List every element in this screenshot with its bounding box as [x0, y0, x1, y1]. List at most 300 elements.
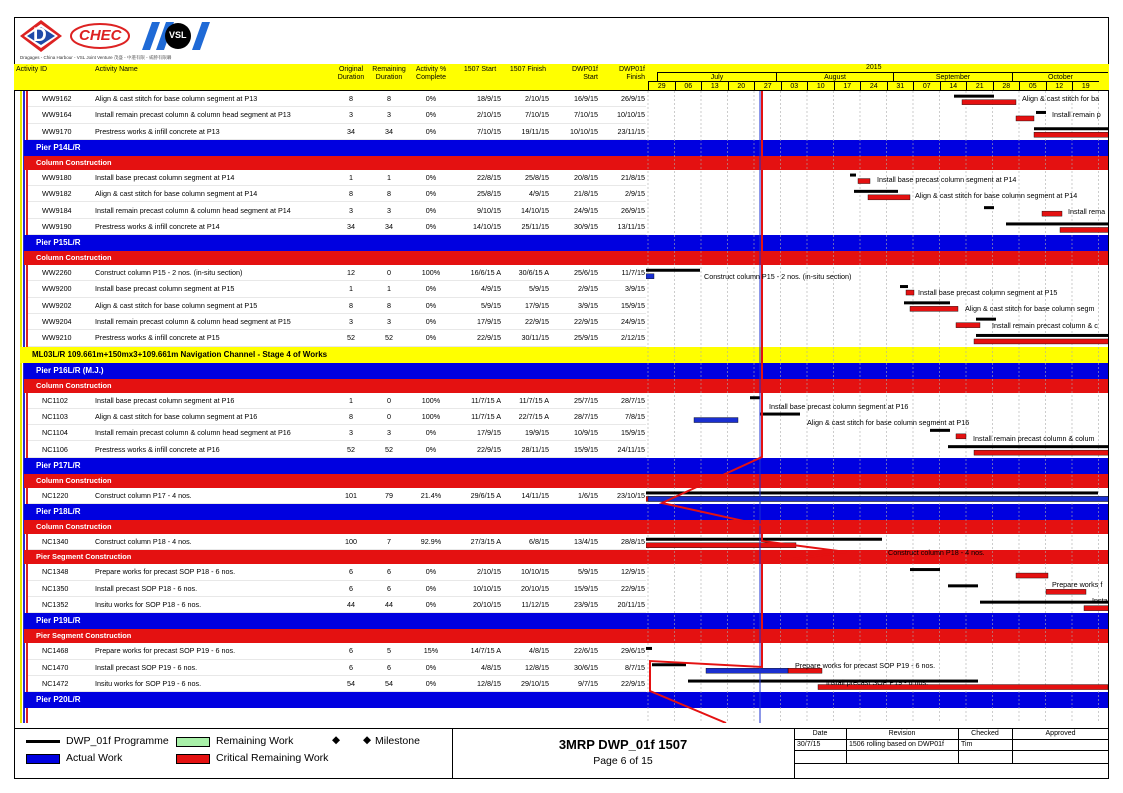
programme-bar[interactable]	[948, 445, 1108, 448]
finish-1507: 19/9/15	[525, 428, 549, 438]
dwp-start: 10/9/15	[574, 428, 598, 438]
original-duration: 3	[349, 110, 353, 120]
dwp-finish: 8/7/15	[625, 662, 645, 672]
dwp-start: 30/6/15	[574, 662, 598, 672]
dwp-finish: 29/6/15	[621, 646, 645, 656]
dwp-finish: 13/11/15	[617, 221, 645, 231]
programme-bar[interactable]	[760, 413, 800, 416]
critical-bar[interactable]	[1084, 606, 1108, 611]
programme-bar[interactable]	[750, 396, 760, 399]
milestone-icon: ◆	[332, 734, 341, 746]
finish-1507: 25/8/15	[525, 172, 549, 182]
critical-bar[interactable]	[962, 100, 1016, 105]
activity-name: Install precast SOP P18 - 6 nos.	[95, 583, 198, 593]
start-1507: 10/10/15	[473, 583, 501, 593]
percent-complete: 0%	[425, 678, 437, 688]
section-band: Column Construction	[24, 251, 646, 265]
start-1507: 2/10/15	[477, 110, 501, 120]
critical-bar[interactable]	[956, 323, 980, 328]
pier-band: Pier P14L/R	[24, 140, 646, 156]
dwp-start: 24/9/15	[574, 205, 598, 215]
activity-id: NC1104	[42, 428, 68, 438]
start-1507: 22/8/15	[477, 172, 501, 182]
dwp-start: 22/9/15	[574, 317, 598, 326]
dwp-finish: 20/11/15	[617, 600, 645, 609]
dwp-finish: 12/9/15	[621, 567, 645, 577]
start-1507: 27/3/15 A	[470, 537, 501, 547]
finish-1507: 2/10/15	[525, 94, 549, 103]
dwp-start: 22/6/15	[574, 646, 598, 656]
programme-bar[interactable]	[976, 334, 1108, 337]
original-duration: 52	[347, 333, 355, 343]
col-activity-name: Activity Name	[95, 66, 138, 73]
dwp-finish: 23/10/15	[617, 490, 645, 500]
remaining-duration: 8	[387, 189, 391, 199]
timeline-month: September	[893, 72, 1012, 81]
timeline-week: 19	[1072, 81, 1099, 91]
dwp-start: 28/7/15	[574, 411, 598, 421]
logo-chec: CHEC	[70, 22, 130, 50]
dwp-finish: 11/7/15	[621, 268, 645, 278]
pier-band: Pier P17L/R	[24, 458, 646, 474]
actual-bar[interactable]	[648, 496, 1108, 501]
activity-id: WW9180	[42, 172, 72, 182]
critical-bar[interactable]	[1042, 211, 1062, 216]
gantt-label: Install base precast column segment at P14	[877, 175, 1017, 184]
original-duration: 8	[349, 189, 353, 199]
critical-bar[interactable]	[1046, 589, 1086, 594]
start-1507: 11/7/15 A	[471, 395, 501, 405]
finish-1507: 6/8/15	[529, 537, 549, 547]
timeline-week: 03	[781, 81, 808, 91]
dwp-finish: 26/9/15	[621, 94, 645, 103]
start-1507: 14/10/15	[473, 221, 501, 231]
critical-bar[interactable]	[906, 290, 914, 295]
remaining-duration: 3	[387, 428, 391, 438]
original-duration: 54	[347, 678, 355, 688]
activity-name: Install remain precast column & column head segment at P16	[95, 428, 291, 438]
percent-complete: 92.9%	[420, 537, 442, 547]
pier-band: Pier P19L/R	[24, 613, 646, 629]
activity-id: WW9190	[42, 221, 72, 231]
page-number: Page 6 of 15	[593, 755, 653, 767]
footer-divider-1	[452, 728, 453, 779]
gantt-label: Align & cast stitch for base column segm	[965, 304, 1095, 313]
pier-band: Pier P20L/R	[24, 692, 646, 708]
finish-1507: 11/7/15 A	[519, 395, 549, 405]
activity-name: Insitu works for SOP P18 - 6 nos.	[95, 600, 202, 609]
timeline-week: 06	[675, 81, 702, 91]
dwp-start: 25/7/15	[574, 395, 598, 405]
original-duration: 100	[345, 537, 357, 547]
percent-complete: 15%	[423, 646, 439, 656]
remaining-duration: 52	[385, 444, 393, 454]
finish-1507: 19/11/15	[521, 126, 549, 136]
gantt-label: Install remain precast column & c	[992, 321, 1098, 330]
timeline-year: 2015	[866, 64, 882, 71]
activity-id: NC1106	[42, 444, 68, 454]
gantt-label: Install remain p	[1052, 110, 1101, 119]
programme-bar[interactable]	[854, 190, 898, 193]
dwp-start: 15/9/15	[574, 444, 598, 454]
section-band: Pier Segment Construction	[24, 629, 646, 643]
remaining-duration: 54	[385, 678, 393, 688]
dwp-start: 21/8/15	[574, 189, 598, 199]
dwp-finish: 26/9/15	[621, 205, 645, 215]
original-duration: 1	[349, 284, 353, 294]
percent-complete: 0%	[425, 600, 437, 609]
original-duration: 6	[349, 583, 353, 593]
percent-complete: 0%	[425, 221, 437, 231]
remaining-duration: 6	[387, 583, 391, 593]
document-title: 3MRP DWP_01f 1507	[558, 737, 688, 752]
start-1507: 9/10/15	[477, 205, 501, 215]
percent-complete: 100%	[421, 411, 441, 421]
gantt-label: Install remain precast column & colum	[973, 434, 1095, 443]
remaining-duration: 34	[385, 221, 393, 231]
percent-complete: 0%	[425, 317, 437, 326]
dwp-start: 20/8/15	[574, 172, 598, 182]
dwp-finish: 2/9/15	[625, 189, 645, 199]
logo-d: D	[20, 20, 62, 52]
gantt-label: Construct column P15 - 2 nos. (in-situ section)	[704, 272, 852, 281]
legend-actual-swatch	[26, 754, 60, 764]
gantt-label: Install base precast column segment at P16	[769, 402, 909, 411]
finish-1507: 5/9/15	[529, 284, 549, 294]
gantt-label: Prepare works for precast SOP P19 - 6 nos.	[795, 661, 936, 670]
remaining-duration: 1	[387, 172, 391, 182]
finish-1507: 29/10/15	[521, 678, 549, 688]
activity-name: Prestress works & infill concrete at P14	[95, 221, 220, 231]
dwp-finish: 28/7/15	[621, 395, 645, 405]
original-duration: 1	[349, 395, 353, 405]
original-duration: 6	[349, 662, 353, 672]
col-dwp-start: DWP01f Start	[571, 66, 598, 81]
activity-id: WW9164	[42, 110, 72, 120]
percent-complete: 21.4%	[420, 490, 442, 500]
gantt-label: Align & cast stitch for ba	[1022, 94, 1100, 103]
start-1507: 2/10/15	[477, 567, 501, 577]
original-duration: 34	[347, 126, 355, 136]
pier-band: Pier P16L/R (M.J.)	[24, 363, 646, 379]
activity-id: WW9170	[42, 126, 72, 136]
finish-1507: 4/9/15	[529, 189, 549, 199]
timeline-week: 13	[701, 81, 728, 91]
start-1507: 17/9/15	[477, 428, 501, 438]
critical-bar[interactable]	[910, 306, 958, 311]
remaining-duration: 44	[385, 600, 393, 609]
remaining-duration: 0	[387, 268, 391, 278]
finish-1507: 28/11/15	[521, 444, 549, 454]
revision-table: Date Revision Checked Approved 30/7/15 1506 rolling based on DWP01f Tim	[794, 728, 1109, 779]
activity-name: Prepare works for precast SOP P18 - 6 nos.	[95, 567, 236, 577]
programme-bar[interactable]	[652, 663, 686, 666]
dwp-finish: 23/11/15	[617, 126, 645, 136]
remaining-duration: 3	[387, 205, 391, 215]
timeline-week: 27	[754, 81, 781, 91]
original-duration: 8	[349, 94, 353, 103]
dwp-start: 5/9/15	[578, 567, 598, 577]
dwp-start: 13/4/15	[574, 537, 598, 547]
percent-complete: 0%	[425, 333, 437, 343]
dwp-start: 23/9/15	[574, 600, 598, 609]
activity-name: Install remain precast column & column head segment at P15	[95, 317, 291, 326]
remaining-duration: 6	[387, 662, 391, 672]
timeline-week: 07	[913, 81, 940, 91]
percent-complete: 0%	[425, 567, 437, 577]
original-duration: 6	[349, 567, 353, 577]
critical-bar[interactable]	[974, 339, 1108, 344]
original-duration: 12	[347, 268, 355, 278]
gantt-label: Insta	[1092, 596, 1108, 605]
programme-bar[interactable]	[954, 95, 994, 98]
col-1507-finish: 1507 Finish	[509, 66, 547, 73]
activity-name: Prestress works & infill concrete at P15	[95, 333, 220, 343]
gantt-label: Install base precast column segment at P15	[918, 288, 1058, 297]
percent-complete: 0%	[425, 172, 437, 182]
programme-bar[interactable]	[980, 601, 1108, 604]
pier-band: Pier P18L/R	[24, 504, 646, 520]
legend-milestone: Milestone	[375, 735, 420, 747]
programme-bar[interactable]	[1036, 111, 1046, 114]
percent-complete: 100%	[421, 268, 441, 278]
activity-id: NC1103	[42, 411, 68, 421]
dwp-finish: 3/9/15	[625, 284, 645, 294]
critical-bar[interactable]	[974, 450, 1108, 455]
activity-name: Align & cast stitch for base column segment at P14	[95, 189, 258, 199]
actual-bar[interactable]	[646, 274, 654, 279]
legend-remaining-swatch	[176, 737, 210, 747]
finish-1507: 7/10/15	[525, 110, 549, 120]
milestone-icon: ◆	[363, 734, 372, 746]
activity-id: WW2260	[42, 268, 72, 278]
start-1507: 25/8/15	[477, 189, 501, 199]
original-duration: 8	[349, 300, 353, 310]
remaining-duration: 8	[387, 300, 391, 310]
legend-programme-swatch	[26, 740, 60, 743]
dwp-finish: 28/8/15	[621, 537, 645, 547]
start-1507: 14/7/15 A	[470, 646, 501, 656]
finish-1507: 20/10/15	[521, 583, 549, 593]
activity-name: Install remain precast column & column head segment at P14	[95, 205, 291, 215]
finish-1507: 17/9/15	[525, 300, 549, 310]
dwp-finish: 15/9/15	[621, 428, 645, 438]
finish-1507: 30/6/15 A	[518, 268, 549, 278]
activity-id: WW9162	[42, 94, 72, 103]
legend-remaining: Remaining Work	[216, 735, 294, 747]
dwp-finish: 21/8/15	[621, 172, 645, 182]
activity-id: WW9210	[42, 333, 72, 343]
gantt-label: Align & cast stitch for base column segment at P16	[807, 418, 970, 427]
critical-bar[interactable]	[1034, 132, 1108, 137]
original-duration: 8	[349, 411, 353, 421]
logo-caption: Dragages - China Harbour - VSL Joint Venture 茂盛 - 中港有限 - 威勝有限聯	[20, 55, 172, 60]
percent-complete: 0%	[425, 300, 437, 310]
start-1507: 4/8/15	[481, 662, 501, 672]
dwp-finish: 22/9/15	[621, 678, 645, 688]
activity-id: NC1468	[42, 646, 69, 656]
timeline-week: 12	[1046, 81, 1073, 91]
programme-bar[interactable]	[900, 285, 908, 288]
remaining-duration: 0	[387, 395, 391, 405]
percent-complete: 0%	[425, 126, 437, 136]
programme-bar[interactable]	[1034, 127, 1108, 130]
start-1507: 7/10/15	[477, 126, 501, 136]
finish-1507: 22/9/15	[525, 317, 549, 326]
remaining-duration: 5	[387, 646, 391, 656]
programme-bar[interactable]	[646, 647, 652, 650]
activity-name: Align & cast stitch for base column segment at P13	[95, 94, 258, 103]
activity-name: Install precast SOP P19 - 6 nos.	[95, 662, 198, 672]
original-duration: 3	[349, 205, 353, 215]
gantt-label: Construct column P18 - 4 nos.	[888, 548, 985, 557]
original-duration: 34	[347, 221, 355, 231]
actual-bar[interactable]	[706, 668, 788, 673]
activity-id: WW9200	[42, 284, 72, 294]
legend-actual: Actual Work	[66, 752, 123, 764]
finish-1507: 14/10/15	[521, 205, 549, 215]
timeline-week: 20	[728, 81, 755, 91]
start-1507: 17/9/15	[477, 317, 501, 326]
dwp-start: 7/10/15	[574, 110, 598, 120]
activity-name: Prestress works & infill concrete at P16	[95, 444, 220, 454]
start-1507: 11/7/15 A	[471, 411, 501, 421]
remaining-duration: 3	[387, 317, 391, 326]
col-activity-id: Activity ID	[16, 66, 48, 73]
programme-bar[interactable]	[984, 206, 994, 209]
critical-bar[interactable]	[956, 434, 966, 439]
start-1507: 12/8/15	[477, 678, 501, 688]
programme-bar[interactable]	[646, 491, 1098, 494]
programme-bar[interactable]	[1006, 222, 1108, 225]
remaining-duration: 34	[385, 126, 393, 136]
activity-name: Align & cast stitch for base column segment at P15	[95, 300, 258, 310]
timeline-week: 17	[834, 81, 861, 91]
dwp-finish: 2/12/15	[621, 333, 645, 343]
activity-name: Insitu works for SOP P19 - 6 nos.	[95, 678, 202, 688]
activity-id: NC1352	[42, 600, 69, 609]
dwp-finish: 22/9/15	[621, 583, 645, 593]
finish-1507: 25/11/15	[521, 221, 549, 231]
timeline-month: August	[776, 72, 893, 81]
dwp-finish: 10/10/15	[617, 110, 645, 120]
dwp-start: 9/7/15	[578, 678, 598, 688]
dwp-start: 25/9/15	[574, 333, 598, 343]
start-1507: 20/10/15	[473, 600, 501, 609]
finish-1507: 30/11/15	[521, 333, 549, 343]
percent-complete: 0%	[425, 583, 437, 593]
remaining-duration: 52	[385, 333, 393, 343]
activity-id: WW9182	[42, 189, 72, 199]
dwp-start: 15/9/15	[574, 583, 598, 593]
timeline-week: 21	[966, 81, 993, 91]
programme-bar[interactable]	[948, 584, 978, 587]
original-duration: 1	[349, 172, 353, 182]
timeline-month: October	[1012, 72, 1108, 81]
finish-1507: 12/8/15	[525, 662, 549, 672]
gantt-label: Install precast SOP P19 - 6 nos.	[826, 678, 929, 687]
critical-bar[interactable]	[1016, 573, 1048, 578]
programme-bar[interactable]	[646, 269, 700, 272]
programme-bar[interactable]	[850, 174, 856, 177]
finish-1507: 14/11/15	[521, 490, 549, 500]
dwp-start: 25/6/15	[574, 268, 598, 278]
percent-complete: 0%	[425, 94, 437, 103]
section-band: Column Construction	[24, 474, 646, 488]
col-1507-start: 1507 Start	[463, 66, 497, 73]
timeline-week: 14	[940, 81, 967, 91]
percent-complete: 100%	[421, 395, 441, 405]
original-duration: 6	[349, 646, 353, 656]
percent-complete: 0%	[425, 110, 437, 120]
start-1507: 5/9/15	[481, 300, 501, 310]
start-1507: 22/9/15	[477, 333, 501, 343]
dwp-finish: 24/9/15	[621, 317, 645, 326]
timeline-week: 28	[993, 81, 1020, 91]
percent-complete: 0%	[425, 284, 437, 294]
original-duration: 101	[345, 490, 357, 500]
actual-bar[interactable]	[694, 418, 738, 423]
gantt-label: Install rema	[1068, 207, 1106, 216]
remaining-duration: 3	[387, 110, 391, 120]
section-band: Column Construction	[24, 379, 646, 393]
programme-bar[interactable]	[930, 429, 950, 432]
activity-name: Prepare works for precast SOP P19 - 6 nos.	[95, 646, 236, 656]
original-duration: 3	[349, 428, 353, 438]
finish-1507: 10/10/15	[521, 567, 549, 577]
activity-name: Construct column P18 - 4 nos.	[95, 537, 192, 547]
activity-id: NC1340	[42, 537, 69, 547]
critical-bar[interactable]	[868, 195, 910, 200]
timeline-week: 10	[807, 81, 834, 91]
finish-1507: 4/8/15	[529, 646, 549, 656]
start-1507: 16/6/15 A	[470, 268, 501, 278]
remaining-duration: 0	[387, 411, 391, 421]
legend-critical: Critical Remaining Work	[216, 752, 329, 764]
start-1507: 18/9/15	[477, 94, 501, 103]
programme-bar[interactable]	[910, 568, 940, 571]
programme-bar[interactable]	[904, 301, 950, 304]
gantt-label: Prepare works f	[1052, 580, 1103, 589]
critical-bar[interactable]	[858, 179, 870, 184]
original-duration: 3	[349, 317, 353, 326]
activity-id: WW9204	[42, 317, 72, 326]
remaining-duration: 1	[387, 284, 391, 294]
section-band: Pier Segment Construction	[24, 550, 646, 564]
activity-name: Install remain precast column & column head segment at P13	[95, 110, 291, 120]
activity-name: Install base precast column segment at P15	[95, 284, 235, 294]
section-band: Column Construction	[24, 156, 646, 170]
timeline-week: 05	[1019, 81, 1046, 91]
critical-bar[interactable]	[1060, 227, 1108, 232]
start-1507: 4/9/15	[481, 284, 501, 294]
critical-bar[interactable]	[1016, 116, 1034, 121]
dwp-start: 3/9/15	[578, 300, 598, 310]
activity-id: NC1472	[42, 678, 69, 688]
dwp-start: 2/9/15	[578, 284, 598, 294]
gantt-label: Align & cast stitch for base column segment at P14	[915, 191, 1078, 200]
percent-complete: 0%	[425, 662, 437, 672]
timeline-week: 24	[860, 81, 887, 91]
col-dwp-finish: DWP01f Finish	[618, 66, 645, 81]
dwp-finish: 7/8/15	[625, 411, 645, 421]
logo-vsl: VSL	[140, 20, 215, 52]
activity-id: WW9202	[42, 300, 72, 310]
remaining-duration: 7	[387, 537, 391, 547]
finish-1507: 22/7/15 A	[518, 411, 549, 421]
activity-id: NC1350	[42, 583, 69, 593]
percent-complete: 0%	[425, 428, 437, 438]
